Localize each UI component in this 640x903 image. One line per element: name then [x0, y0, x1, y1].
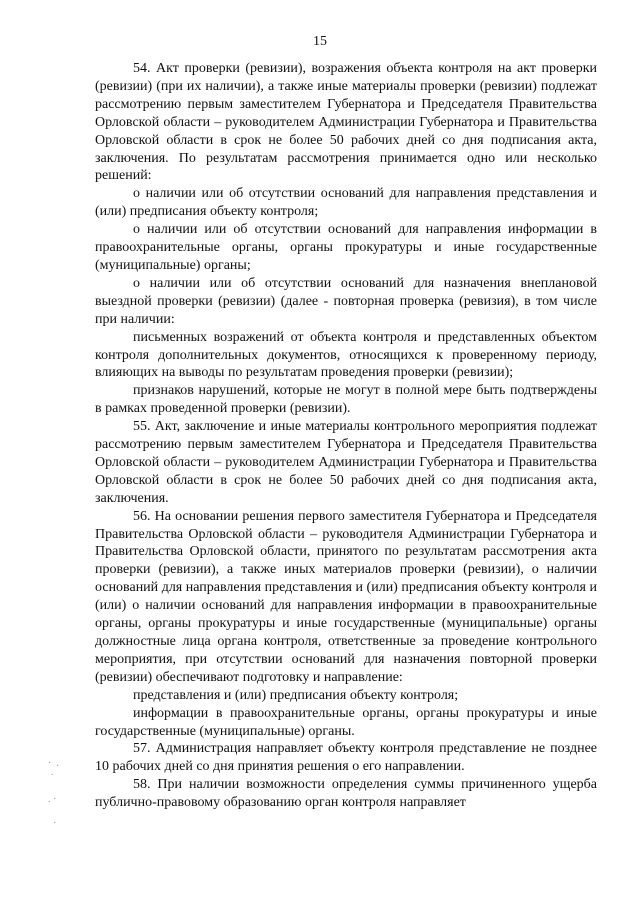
paragraph-54-option-2: о наличии или об отсутствии оснований для направления информации в правоохранительные органы, органы прокуратуры и иные государственные (муниципальные) органы; — [95, 222, 597, 273]
paragraph-56-item-2: информации в правоохранительные органы, органы прокуратуры и иные государственные (муниципальные) органы. — [95, 705, 597, 739]
document-body — [95, 60, 597, 812]
paragraph-56: 56. На основании решения первого заместителя Губернатора и Председателя Правительства Орловской области – руководителя Администрации Губернатора и Правительства Орловской области, принятого по результатам рассмотрения акта проверки (ревизии), а также иных материалов проверки (ревизии), о наличии оснований для направления представления и (или) предписания объекту контроля и (или) о наличии оснований для направления информации в правоохранительные органы, органы прокуратуры и иные государственные (муниципальные) органы должностные лица органа контроля, ответственные за проведение контрольного мероприятия, при отсутствии оснований для назначения повторной проверки (ревизии) обеспечивают подготовку и направление: — [95, 508, 597, 685]
paragraph-58: 58. При наличии возможности определения суммы причиненного ущерба публично-правовому образованию орган контроля направляет — [95, 777, 597, 811]
page-number: 15 — [313, 34, 327, 49]
scan-artifact: · . · . · · — [48, 758, 59, 829]
paragraph-55: 55. Акт, заключение и иные материалы контрольного мероприятия подлежат рассмотрению первым заместителем Губернатора и Председателя Правительства Орловской области – руководителем Администрации Губернатора и Правительства Орловской области в срок не более 50 рабочих дней со дня подписания акта, заключения. — [95, 419, 597, 506]
paragraph-54-subitem-2: признаков нарушений, которые не могут в полной мере быть подтверждены в рамках проведенной проверки (ревизии). — [95, 383, 597, 417]
paragraph-57: 57. Администрация направляет объекту контроля представление не позднее 10 рабочих дней со дня принятия решения о его направлении. — [95, 741, 597, 775]
paragraph-54-option-1: о наличии или об отсутствии оснований для направления представления и (или) предписания объекту контроля; — [95, 186, 597, 220]
paragraph-54: 54. Акт проверки (ревизии), возражения объекта контроля на акт проверки (ревизии) (при их наличии), а также иные материалы проверки (ревизии) подлежат рассмотрению первым заместителем Губернатора и Председателя Правительства Орловской области – руководителем Администрации Губернатора и Правительства Орловской области в срок не более 50 рабочих дней со дня подписания акта, заключения. По результатам рассмотрения принимается одно или несколько решений: — [95, 61, 597, 184]
paragraph-54-option-3: о наличии или об отсутствии оснований для назначения внеплановой выездной проверки (ревизии) (далее - повторная проверка (ревизия), в том числе при наличии: — [95, 275, 597, 327]
paragraph-56-item-1: представления и (или) предписания объекту контроля; — [133, 687, 459, 703]
paragraph-54-subitem-1: письменных возражений от объекта контроля и представленных объектом контроля дополнительных документов, относящихся к проверенному периоду, влияющих на выводы по результатам проведения проверки (ревизии); — [95, 329, 597, 381]
